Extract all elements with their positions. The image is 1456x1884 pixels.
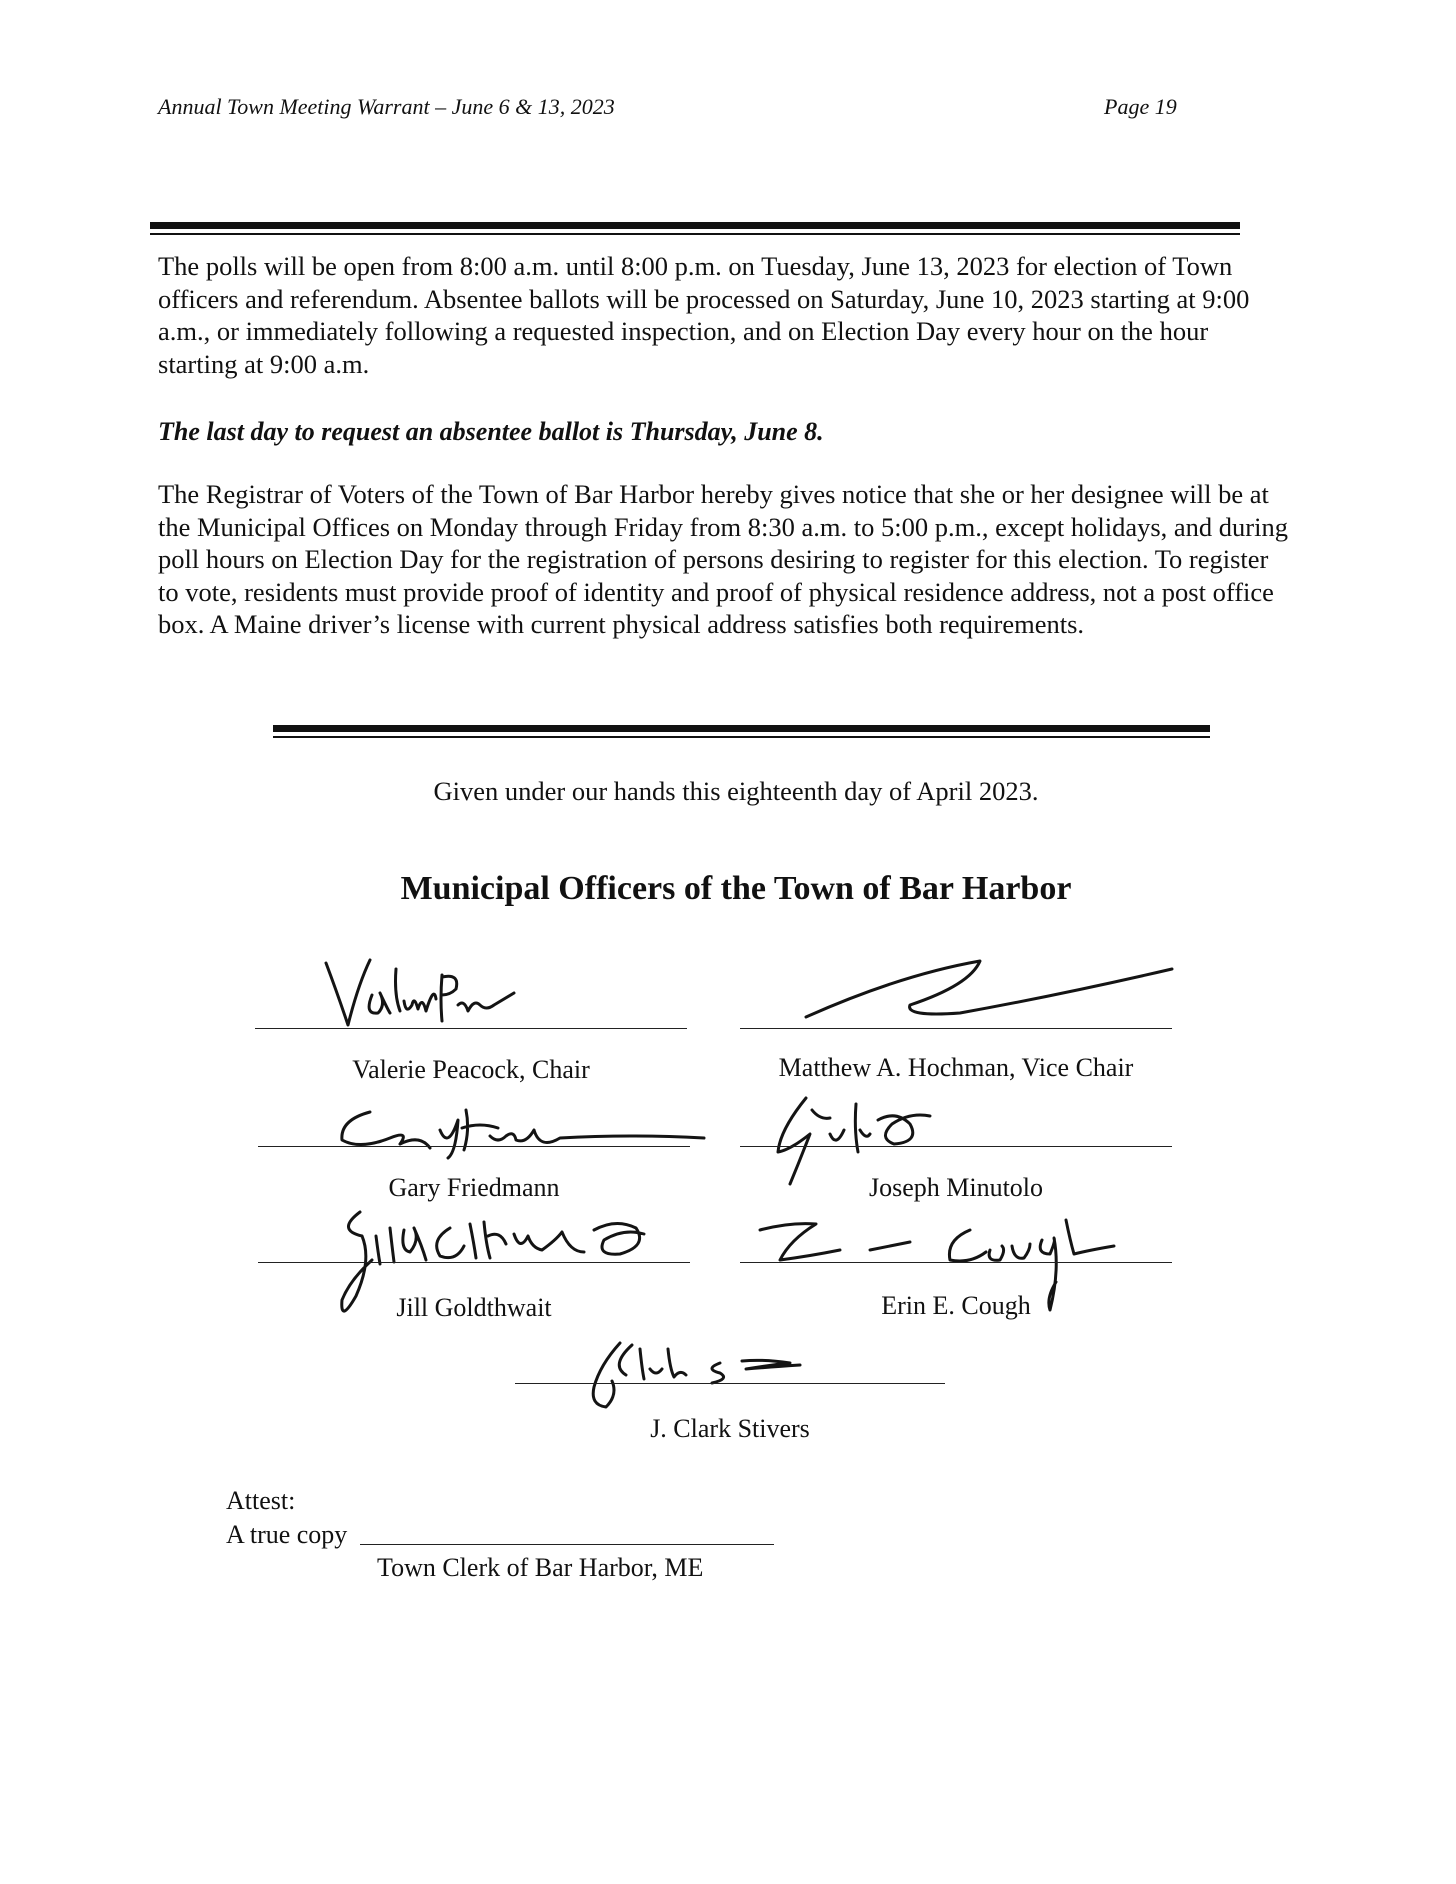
signatory-name-jill: Jill Goldthwait [396, 1293, 552, 1322]
signature-gary-friedmann [330, 1100, 710, 1160]
signature-line-valerie [255, 1028, 687, 1029]
signature-valerie-peacock [318, 955, 558, 1030]
attest-label: Attest: [226, 1486, 296, 1515]
signature-line-gary [258, 1146, 690, 1147]
given-under-hands-line: Given under our hands this eighteenth day of April 2023. [433, 776, 1039, 806]
signatory-name-matthew: Matthew A. Hochman, Vice Chair [778, 1053, 1134, 1082]
town-clerk-title: Town Clerk of Bar Harbor, ME [377, 1553, 704, 1582]
clerk-signature-line [360, 1544, 774, 1545]
signatory-name-valerie: Valerie Peacock, Chair [352, 1055, 590, 1084]
signatory-name-clark: J. Clark Stivers [650, 1414, 810, 1443]
signature-j-clark-stivers [570, 1335, 850, 1415]
polls-paragraph: The polls will be open from 8:00 a.m. until 8:00 p.m. on Tuesday, June 13, 2023 for election of Town officers and referendum. Absentee ballots will be processed on Saturday, June 10, 2023 starting at 9:00 a.m., or immediately following a requested inspection, and on Election Day every hour on the hour starting at 9:00 a.m. [158, 251, 1250, 379]
signature-line-clark [515, 1383, 945, 1384]
signature-line-matthew [740, 1028, 1172, 1029]
signatory-name-erin: Erin E. Cough [881, 1291, 1031, 1320]
page-number: Page 19 [1104, 94, 1177, 119]
signatory-name-gary: Gary Friedmann [388, 1173, 560, 1202]
top-double-rule [150, 222, 1240, 235]
signature-line-erin [740, 1262, 1172, 1263]
signatory-name-joseph: Joseph Minutolo [868, 1173, 1044, 1202]
middle-double-rule [273, 725, 1210, 738]
document-header-title: Annual Town Meeting Warrant – June 6 & 13, 2023 [158, 94, 615, 119]
true-copy-label: A true copy [226, 1520, 348, 1549]
absentee-deadline-notice: The last day to request an absentee ballot is Thursday, June 8. [158, 417, 824, 446]
signature-line-joseph [740, 1146, 1172, 1147]
signature-line-jill [258, 1262, 690, 1263]
signature-matthew-hochman [800, 955, 1180, 1025]
registrar-paragraph: The Registrar of Voters of the Town of Bar Harbor hereby gives notice that she or her designee will be at the Municipal Offices on Monday through Friday from 8:30 a.m. to 5:00 p.m., except holidays, and during poll hours on Election Day for the registration of persons desiring to register for this election. To register to vote, residents must provide proof of identity and proof of physical residence address, not a post office box. A Maine driver’s license with current physical address satisfies both requirements. [158, 479, 1288, 640]
municipal-officers-heading: Municipal Officers of the Town of Bar Harbor [400, 870, 1072, 907]
